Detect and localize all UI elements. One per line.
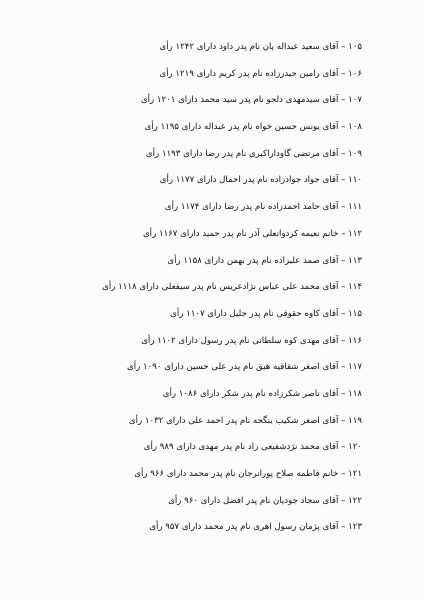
- list-item: ۱۱۵ – آقای کاوه حقوقی نام پدر جلیل دارای ۱۱۰۷ رأی: [170, 308, 362, 319]
- list-item: ۱۱۴ – آقای محمد علی عباس نژادعریس نام پدر سیفعلی دارای ۱۱۱۸ رأی: [102, 282, 362, 293]
- list-item: ۱۱۶ – آقای مهدی کوه سلطانی نام پدر رسول دارای ۱۱۰۲ رأی: [141, 335, 362, 346]
- list-item: ۱۱۹ – آقای اصغر شکیب ینگجه نام پدر احمد علی دارای ۱۰۳۲ رأی: [128, 415, 362, 426]
- list-item: ۱۰۶ – آقای رامین حیدرزاده نام پدر کریم دارای ۱۲۱۹ رأی: [159, 68, 362, 79]
- list-item: ۱۱۲ – خانم نعیمه کردوانعلی آذر نام پدر حمید دارای ۱۱۶۷ رأی: [142, 228, 362, 239]
- list-item: ۱۰۸ – آقای یونس حسین خواه نام پدر عبداله دارای ۱۱۹۵ رأی: [144, 122, 362, 133]
- list-item: ۱۰۷ – آقای سیدمهدی دلجو نام پدر سید محمد دارای ۱۲۰۱ رأی: [140, 95, 362, 106]
- list-item: ۱۰۵ – آقای سعید عبداله پان نام پدر داود دارای ۱۲۴۲ رأی: [159, 42, 362, 52]
- list-item: ۱۱۱ – آقای حامد احمدزاده نام پدر رضا دارای ۱۱۷۴ رأی: [164, 202, 362, 213]
- candidate-list: [62, 34, 362, 541]
- list-item: ۱۲۳ – آقای پژمان رسول اهری نام پدر محمد دارای ۹۵۷ رأی: [149, 522, 362, 533]
- list-item: ۱۱۷ – آقای اصغر شقاقیه هیق نام پدر علی حسین دارای ۱۰۹۰ رأی: [127, 362, 362, 373]
- list-item: ۱۱۰ – آقای جواد جوادزاده نام پدر احمال دارای ۱۱۷۷ رأی: [159, 175, 362, 186]
- list-item: ۱۲۲ – آقای سجاد جوديان نام پدر افضل دارای ۹۶۰ رأی: [168, 495, 362, 506]
- list-item: ۱۲۱ – خانم فاطمه صلاح پورانرجان نام پدر محمد دارای ۹۶۶ رأی: [134, 469, 362, 479]
- list-item: ۱۰۹ – آقای مرتضی گاوداراکبری نام پدر رضا دارای ۱۱۹۳ رأی: [145, 148, 362, 159]
- list-item: ۱۲۰ – آقای محمد نژدشفیعی زاد نام پدر مهدی دارای ۹۸۹ رأی: [143, 442, 362, 453]
- list-item: ۱۱۳ – آقای صمد علیزاده نام پدر بهمن دارای ۱۱۵۸ رأی: [167, 255, 362, 266]
- list-item: ۱۱۸ – آقای ناصر شکرزاده نام پدر شکر دارای ۱۰۸۶ رأی: [162, 388, 362, 399]
